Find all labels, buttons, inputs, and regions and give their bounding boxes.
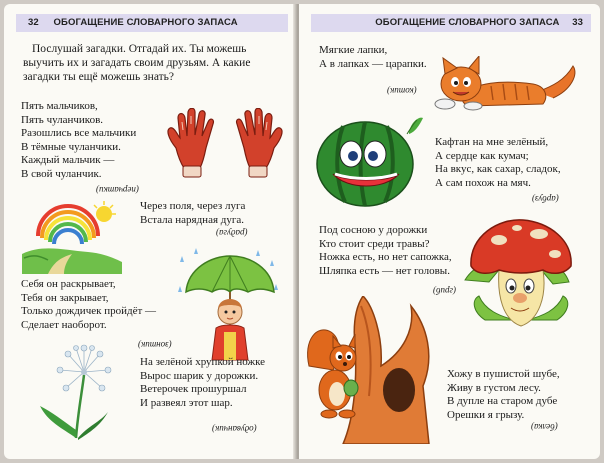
page-number-left: 32	[28, 17, 39, 28]
riddle-line: Ветерочек прошуршал	[140, 383, 247, 396]
riddle-line: В свой чуланчик.	[21, 167, 102, 180]
watermelon-icon	[313, 108, 425, 210]
page-number-right: 33	[572, 17, 583, 28]
riddle-rainbow	[140, 200, 245, 227]
riddle-line: А сам похож на мяч.	[435, 176, 531, 189]
answer-squirrel: (белка)	[531, 422, 558, 432]
left-page-header	[16, 14, 288, 32]
riddle-line: А сердце как кумач;	[435, 149, 529, 162]
dandelion-icon	[32, 342, 118, 442]
riddle-line: Каждый мальчик —	[21, 154, 115, 167]
rainbow-icon	[18, 198, 124, 278]
riddle-line: Тебя он закрывает,	[21, 291, 109, 304]
answer-umbrella: (зонтик)	[138, 340, 172, 350]
intro-line: выучить их и загадать своим друзьям. А какие	[23, 57, 251, 69]
riddle-cat	[319, 44, 427, 71]
riddle-dandelion	[140, 356, 265, 410]
riddle-line: Живу в густом лесу.	[447, 381, 541, 394]
riddle-umbrella	[21, 278, 156, 332]
riddle-line: А в лапках — царапки.	[319, 57, 427, 70]
intro-text	[23, 42, 251, 84]
answer-rainbow: (радуга)	[216, 228, 248, 238]
riddle-line: Ножка есть, но нет сапожка,	[319, 251, 452, 264]
intro-line: Послушай загадки. Отгадай их. Ты можешь	[32, 43, 247, 55]
riddle-squirrel	[447, 368, 560, 422]
answer-cat: (котик)	[387, 86, 417, 96]
riddle-line: Только дождичек пройдёт —	[21, 305, 157, 318]
riddle-line: Разошлись все мальчики	[21, 127, 137, 140]
umbrella-child-icon	[176, 246, 284, 364]
riddle-line: Орешки я грызу.	[447, 408, 525, 421]
answer-gloves: (перчатки)	[96, 185, 139, 195]
riddle-line: На вкус, как сахар, сладок,	[435, 163, 561, 176]
answer-watermelon: (арбуз)	[532, 194, 559, 204]
mushroom-icon	[459, 216, 585, 344]
riddle-line: Через поля, через луга	[140, 200, 246, 212]
riddle-line: Встала нарядная дуга.	[140, 213, 245, 226]
right-page-header	[311, 14, 591, 32]
right-page	[299, 4, 600, 459]
riddle-line: Мягкие лапки,	[319, 44, 388, 56]
riddle-line: На зелёной хрупкой ножке	[140, 356, 266, 368]
riddle-line: И развеял этот шар.	[140, 396, 233, 409]
riddle-line: Хожу в пушистой шубе,	[447, 368, 560, 380]
cat-icon	[433, 56, 583, 112]
left-page	[4, 4, 297, 459]
riddle-line: Шляпка есть — нет головы.	[319, 264, 450, 277]
answer-dandelion: (одуванчик)	[212, 424, 257, 434]
riddle-gloves	[21, 100, 136, 182]
riddle-line: В дупле на старом дубе	[447, 395, 558, 408]
riddle-mushroom	[319, 224, 452, 278]
riddle-line: В тёмные чуланчики.	[21, 140, 121, 153]
section-title-left: ОБОГАЩЕНИЕ СЛОВАРНОГО ЗАПАСА	[53, 17, 238, 28]
intro-line: загадки ты ещё можешь знать?	[23, 71, 174, 83]
riddle-line: Кто стоит среди травы?	[319, 237, 430, 250]
riddle-line: Себя он раскрывает,	[21, 278, 116, 290]
riddle-watermelon	[435, 136, 561, 190]
riddle-line: Кафтан на мне зелёный,	[435, 136, 549, 148]
section-title-right: ОБОГАЩЕНИЕ СЛОВАРНОГО ЗАПАСА	[375, 17, 560, 28]
riddle-line: Под сосною у дорожки	[319, 224, 428, 236]
gloves-icon	[162, 108, 288, 180]
riddle-line: Пять мальчиков,	[21, 100, 98, 112]
squirrel-icon	[303, 296, 455, 444]
riddle-line: Сделает наоборот.	[21, 318, 107, 331]
answer-mushroom: (гриб)	[433, 286, 457, 296]
riddle-line: Вырос шарик у дорожки.	[140, 369, 259, 382]
riddle-line: Пять чуланчиков.	[21, 113, 104, 126]
